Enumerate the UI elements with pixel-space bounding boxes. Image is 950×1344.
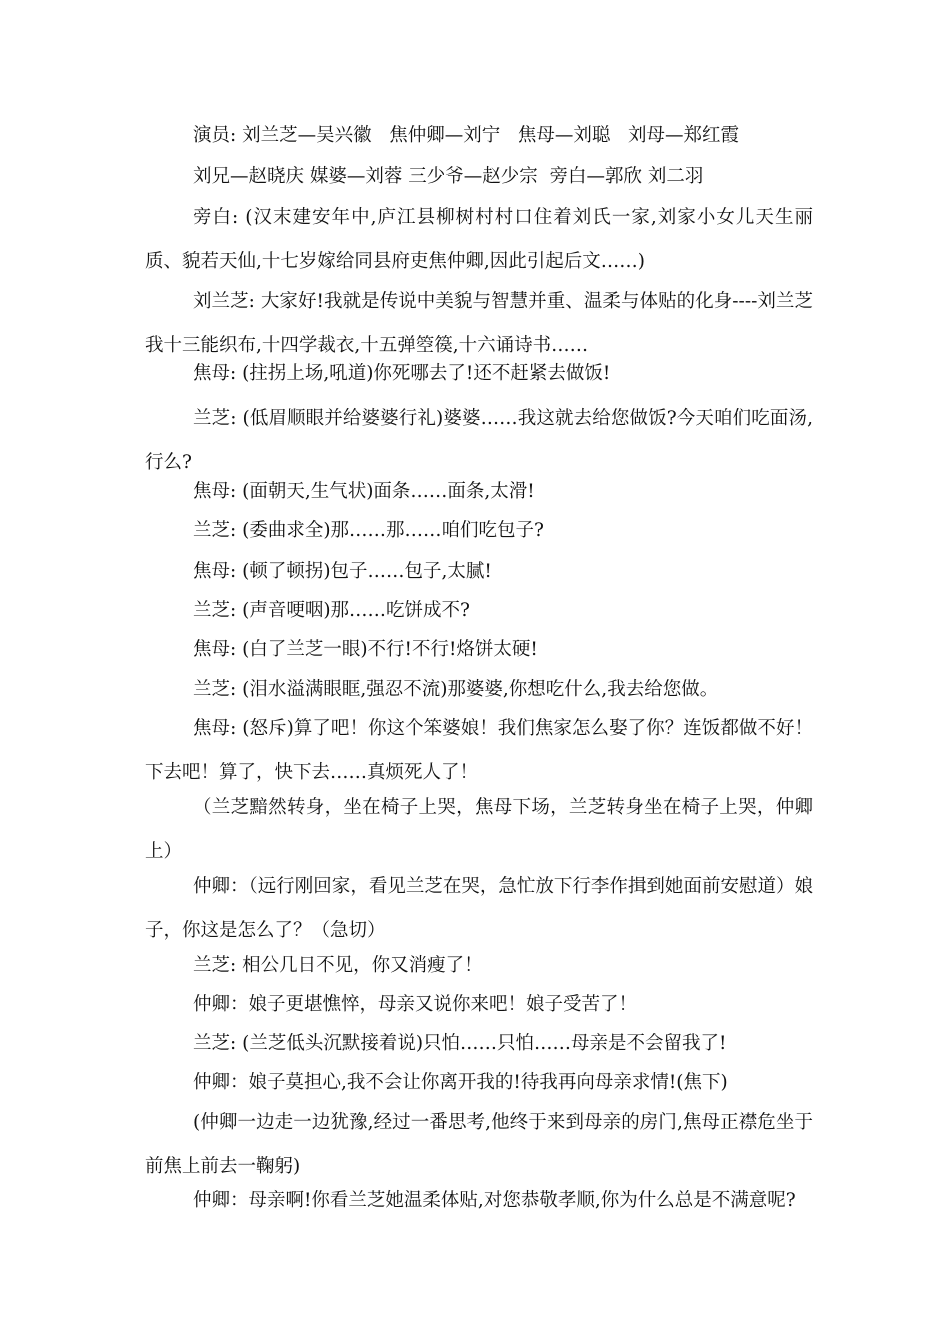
dialogue-paragraph: 兰芝: (委曲求全)那……那……咱们吃包子? [193, 520, 544, 541]
dialogue-paragraph: 仲卿：（远行刚回家，看见兰芝在哭，急忙放下行李作揖到她面前安慰道）娘子，你这是怎么了？（急切） [145, 876, 813, 941]
cast-line-1: 演员: 刘兰芝—吴兴徽 焦仲卿—刘宁 焦母—刘聪 刘母—郑红霞 [193, 125, 740, 146]
narration-paragraph: 旁白: (汉末建安年中,庐江县柳树村村口住着刘氏一家,刘家小女儿天生丽质、貌若天仙,十七岁嫁给同县府吏焦仲卿,因此引起后文……) [145, 207, 813, 272]
dialogue-paragraph: 兰芝: (兰芝低头沉默接着说)只怕……只怕……母亲是不会留我了! [193, 1033, 727, 1054]
dialogue-paragraph: 刘兰芝: 大家好!我就是传说中美貌与智慧并重、温柔与体贴的化身----刘兰芝我十三能织布,十四学裁衣,十五弹箜篌,十六诵诗书…… [145, 291, 813, 356]
dialogue-paragraph: 焦母: (白了兰芝一眼)不行!不行!烙饼太硬! [193, 639, 538, 660]
stage-direction-paragraph: (仲卿一边走一边犹豫,经过一番思考,他终于来到母亲的房门,焦母正襟危坐于前焦上前去一鞠躬) [145, 1112, 813, 1177]
dialogue-paragraph: 兰芝: 相公几日不见，你又消瘦了！ [193, 955, 483, 976]
stage-direction-paragraph: （兰芝黯然转身，坐在椅子上哭，焦母下场，兰芝转身坐在椅子上哭，仲卿上） [145, 797, 813, 862]
dialogue-paragraph: 仲卿：娘子莫担心,我不会让你离开我的!待我再向母亲求情!(焦下) [193, 1072, 728, 1093]
cast-line-2: 刘兄—赵晓庆 媒婆—刘蓉 三少爷—赵少宗 旁白—郭欣 刘二羽 [193, 166, 704, 187]
dialogue-paragraph: 兰芝: (声音哽咽)那……吃饼成不? [193, 600, 470, 621]
dialogue-paragraph: 兰芝: (低眉顺眼并给婆婆行礼)婆婆……我这就去给您做饭?今天咱们吃面汤,行么? [145, 408, 813, 473]
dialogue-paragraph: 焦母: (怒斥)算了吧！你这个笨婆娘！我们焦家怎么娶了你？连饭都做不好！下去吧！算了，快下去……真烦死人了！ [145, 718, 813, 783]
dialogue-paragraph: 兰芝: (泪水溢满眼眶,强忍不流)那婆婆,你想吃什么,我去给您做。 [193, 679, 719, 700]
dialogue-paragraph: 焦母: (顿了顿拐)包子……包子,太腻! [193, 561, 492, 582]
dialogue-paragraph: 仲卿：母亲啊!你看兰芝她温柔体贴,对您恭敬孝顺,你为什么总是不满意呢? [193, 1190, 796, 1211]
dialogue-paragraph: 焦母: (拄拐上场,吼道)你死哪去了!还不赶紧去做饭! [193, 363, 611, 384]
dialogue-paragraph: 仲卿：娘子更堪憔悴，母亲又说你来吧！娘子受苦了！ [193, 994, 638, 1015]
dialogue-paragraph: 焦母: (面朝天,生气状)面条……面条,太滑! [193, 481, 535, 502]
